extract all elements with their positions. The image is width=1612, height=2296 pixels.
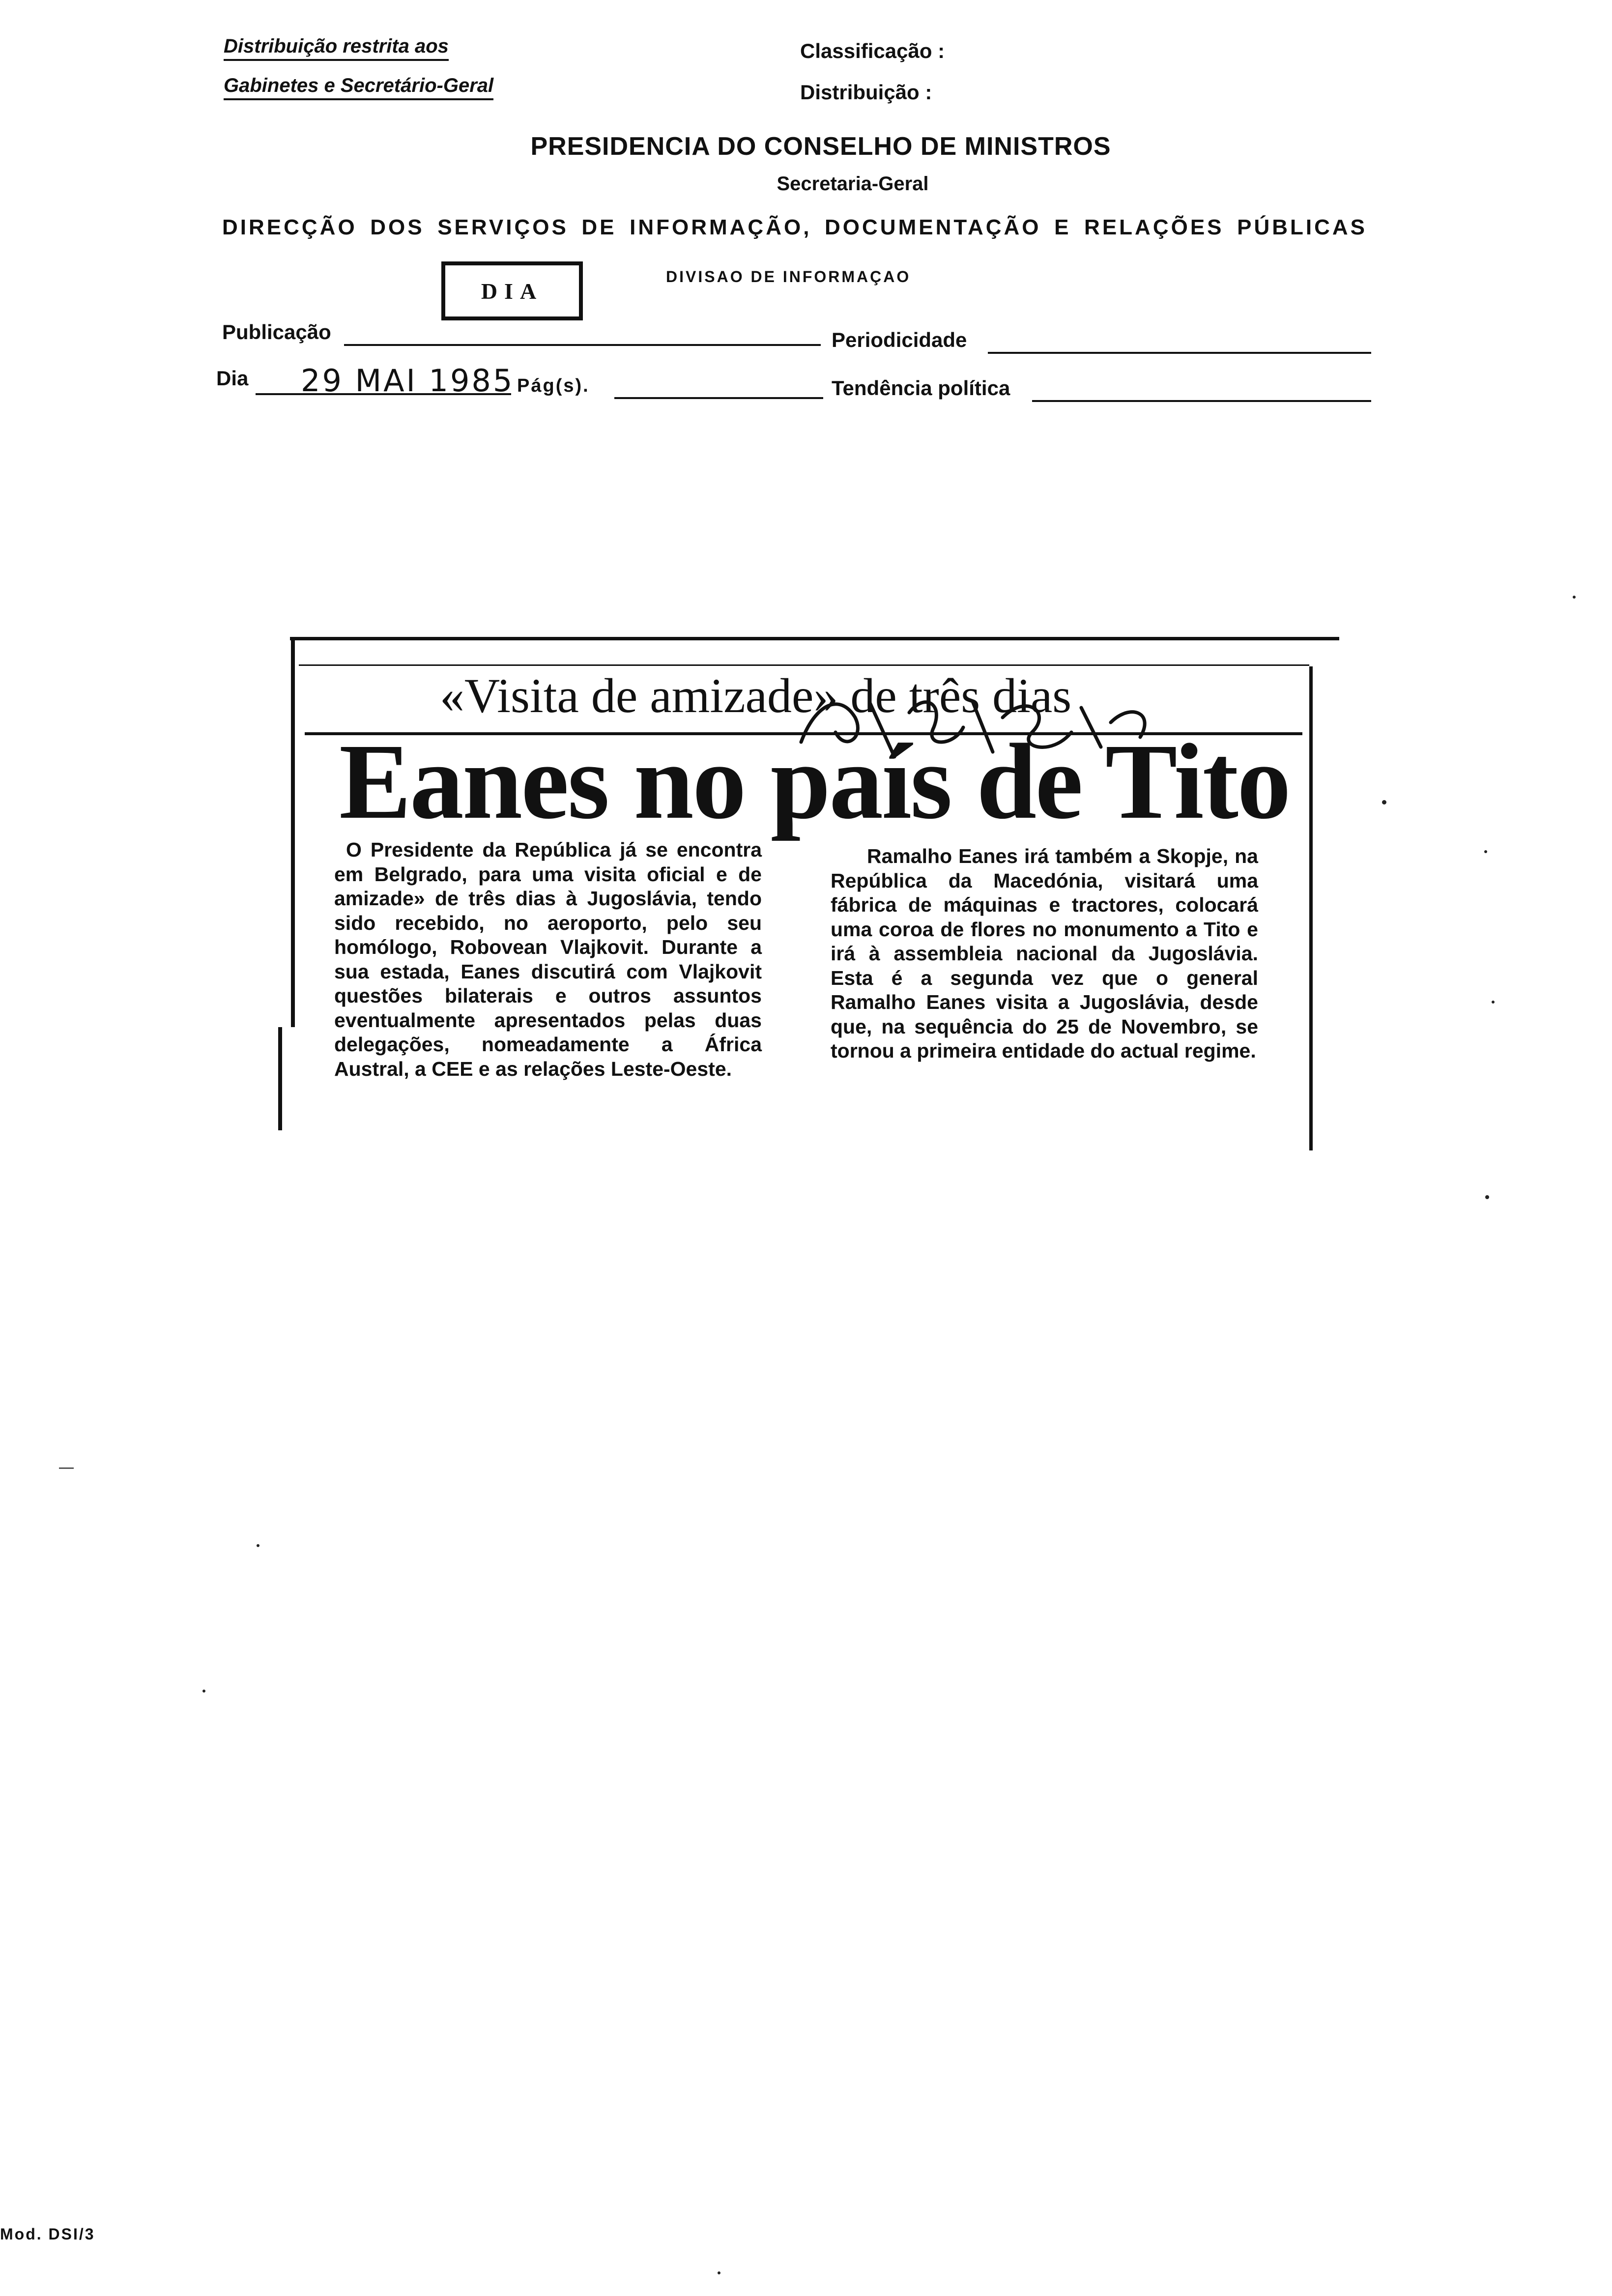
distribution-restricted-line2 (224, 75, 493, 97)
article-column-1: O Presidente da República já se encontra em Belgrado, para uma visita oficial e de amizade» de três dias à Jugoslávia, tendo sido recebido, no aeroporto, pelo seu homólogo, Robovean Vlajkovit. Durante a sua estada, Eanes discutirá com Vlajkovit questões bilaterais e outros assuntos eventualmente apresentados pelas duas delegações, nomeadamente a África Austral, a CEE e as relações Leste-Oeste. (334, 838, 762, 1080)
clipping-left-rule-upper (291, 639, 295, 1027)
clipping-right-rule (1309, 666, 1313, 1150)
scan-speck (202, 1690, 205, 1693)
distribution-restricted-line1 (224, 35, 449, 57)
pages-field-line (614, 397, 823, 399)
date-stamp: 29 MAI 1985 (301, 363, 515, 399)
directorate-title: DIRECÇÃO DOS SERVIÇOS DE INFORMAÇÃO, DOCUMENTAÇÃO E RELAÇÕES PÚBLICAS (222, 215, 1367, 239)
political-tendency-label: Tendência política (832, 376, 1010, 400)
article-kicker: «Visita de amizade» de três dias (440, 668, 1072, 723)
secretariat-title: Secretaria-Geral (777, 173, 929, 195)
scan-speck (1484, 850, 1487, 853)
periodicity-field-line (988, 352, 1371, 354)
scan-speck (1485, 1195, 1489, 1199)
scan-speck (718, 2271, 720, 2274)
form-code: Mod. DSI/3 (0, 2225, 95, 2243)
ministry-title: PRESIDENCIA DO CONSELHO DE MINISTROS (530, 132, 1111, 161)
division-label: DIVISAO DE INFORMAÇAO (666, 268, 911, 286)
handwritten-annotation (796, 673, 1170, 772)
scan-mark (59, 1467, 74, 1469)
distribution-line2-text: Gabinetes e Secretário-Geral (224, 75, 493, 100)
classification-label: Classificação : (800, 39, 945, 62)
publication-field-line (344, 344, 821, 346)
scan-speck (1492, 1001, 1495, 1004)
clipping-left-rule-lower (278, 1027, 282, 1130)
scan-speck (1573, 596, 1576, 599)
publication-stamp: DIA (441, 261, 583, 320)
distribution-label: Distribuição : (800, 81, 932, 104)
day-label: Dia (216, 367, 249, 390)
pages-label: Pág(s). (517, 375, 590, 396)
scan-speck (1382, 800, 1386, 804)
periodicity-label: Periodicidade (832, 328, 967, 351)
political-tendency-field-line (1032, 400, 1371, 402)
article-column-2: Ramalho Eanes irá também a Skopje, na República da Macedónia, visitará uma fábrica de máquinas e tractores, colocará uma coroa de flores no monumento a Tito e irá à assembleia nacional da Jugoslávia. Esta é a segunda vez que o general Ramalho Eanes visita a Jugoslávia, desde que, na sequência do 25 de Novembro, se tornou a primeira entidade do actual regime. (831, 845, 1258, 1062)
clipping-inner-rule (299, 664, 1309, 666)
publication-label: Publicação (222, 320, 331, 344)
scan-speck (257, 1544, 259, 1547)
clipping-top-rule (290, 637, 1339, 640)
article-headline: Eanes no país de Tito (339, 721, 1290, 841)
distribution-line1-text: Distribuição restrita aos (224, 35, 449, 61)
